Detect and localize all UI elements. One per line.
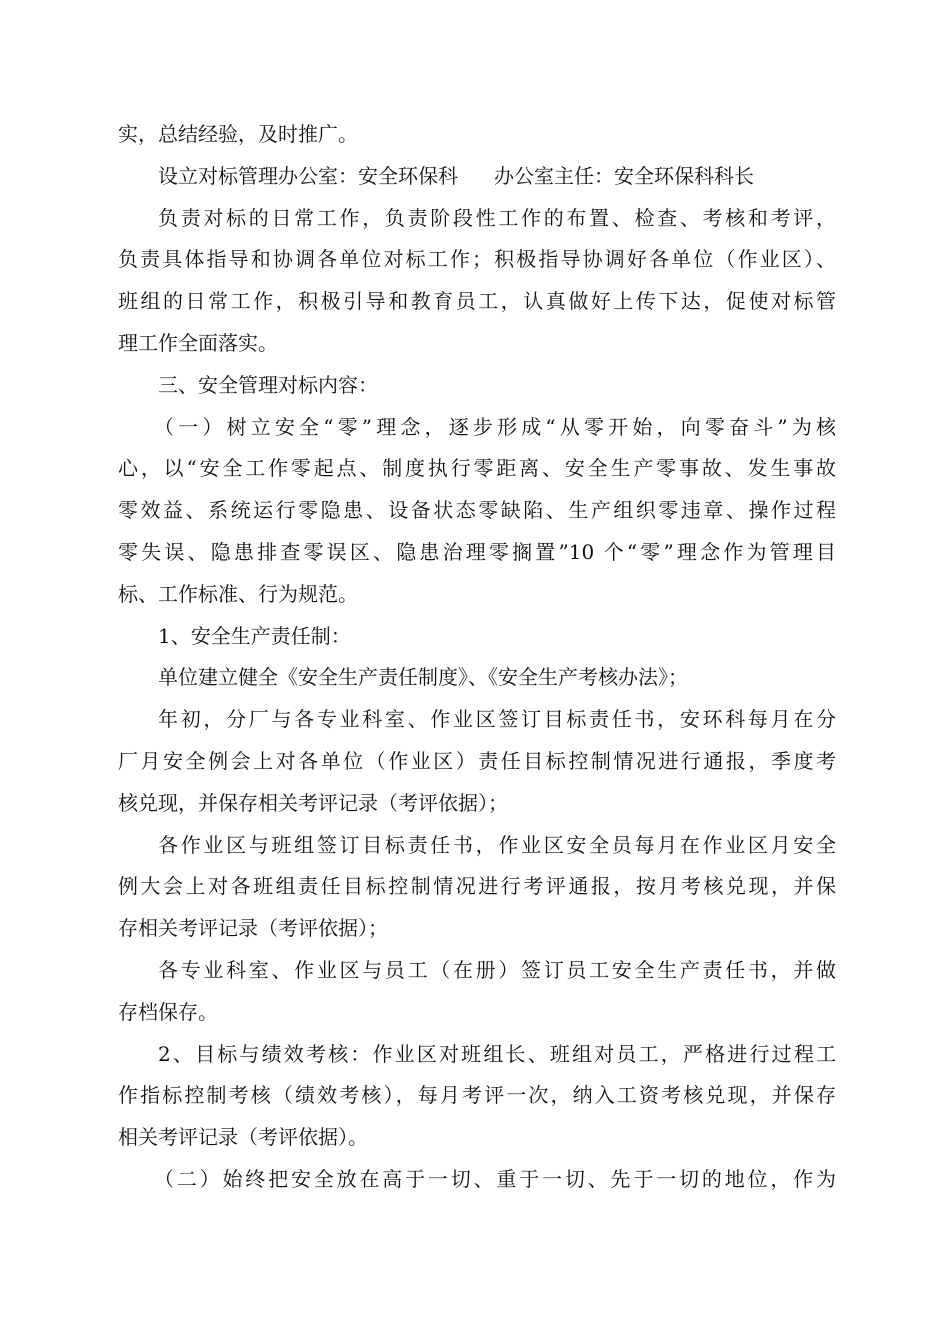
text-line: 零失误、隐患排查零误区、隐患治理零搁置”10 个“零”理念作为管理目 [118,539,836,564]
text-line: 三、安全管理对标内容： [158,372,378,397]
text-line: 负责对标的日常工作，负责阶段性工作的布置、检查、考核和考评， [158,205,836,230]
paragraph-employee-responsibility [118,950,836,1034]
text-line: 零效益、系统运行零隐患、设备状态零缺陷、生产组织零违章、操作过程 [118,498,836,523]
text-line: 心，以“安全工作零起点、制度执行零距离、安全生产零事故、发生事故 [118,456,836,481]
paragraph-safety-first [118,1159,836,1201]
text-line: 单位建立健全《安全生产责任制度》、《安全生产考核办法》； [158,665,688,690]
office-name: 设立对标管理办公室：安全环保科 [158,163,458,188]
paragraph-zero-concept [118,407,836,616]
paragraph-performance [118,1034,836,1159]
text-line: 实，总结经验，及时推广。 [118,122,358,146]
paragraph-regulations [118,657,836,699]
paragraph-office-setup [118,156,836,198]
text-line: 各专业科室、作业区与员工（在册）签订员工安全生产责任书，并做 [158,957,836,982]
text-line: 年初，分厂与各专业科室、作业区签订目标责任书，安环科每月在分 [158,707,836,732]
text-line: 存相关考评记录（考评依据）； [118,916,388,941]
text-line: 例大会上对各班组责任目标控制情况进行考评通报，按月考核兑现，并保 [118,874,836,899]
document-page [118,114,836,1201]
office-director: 办公室主任：安全环保科科长 [494,163,754,188]
text-line: 负责具体指导和协调各单位对标工作；积极指导协调好各单位（作业区）、 [118,247,836,272]
text-line: 2、目标与绩效考核：作业区对班组长、班组对员工，严格进行过程工 [158,1041,836,1066]
text-line: 各作业区与班组签订目标责任书，作业区安全员每月在作业区月安全 [158,832,836,857]
text-line: 核兑现，并保存相关考评记录（考评依据）； [118,790,508,815]
text-line [118,156,836,198]
paragraph-office-duties [118,198,836,365]
paragraph-annual-targets [118,699,836,824]
subheading-responsibility [118,616,836,658]
text-line: 标、工作标准、行为规范。 [118,581,358,606]
text-line: 1、安全生产责任制： [158,623,351,648]
text-line: 相关考评记录（考评依据）。 [118,1125,368,1150]
text-line: 理工作全面落实。 [118,330,278,355]
text-line: 作指标控制考核（绩效考核），每月考评一次，纳入工资考核兑现，并保存 [118,1083,836,1108]
text-line: 班组的日常工作，积极引导和教育员工，认真做好上传下达，促使对标管 [118,289,836,314]
text-line: 存档保存。 [118,999,218,1024]
section-heading-3 [118,365,836,407]
text-line: （一）树立安全“零”理念，逐步形成“从零开始，向零奋斗”为核 [154,414,836,439]
text-line: 厂月安全例会上对各单位（作业区）责任目标控制情况进行通报，季度考 [118,748,836,773]
text-line: （二）始终把安全放在高于一切、重于一切、先于一切的地位，作为 [154,1166,836,1191]
paragraph-team-targets [118,825,836,950]
paragraph-conclusion [118,114,836,156]
